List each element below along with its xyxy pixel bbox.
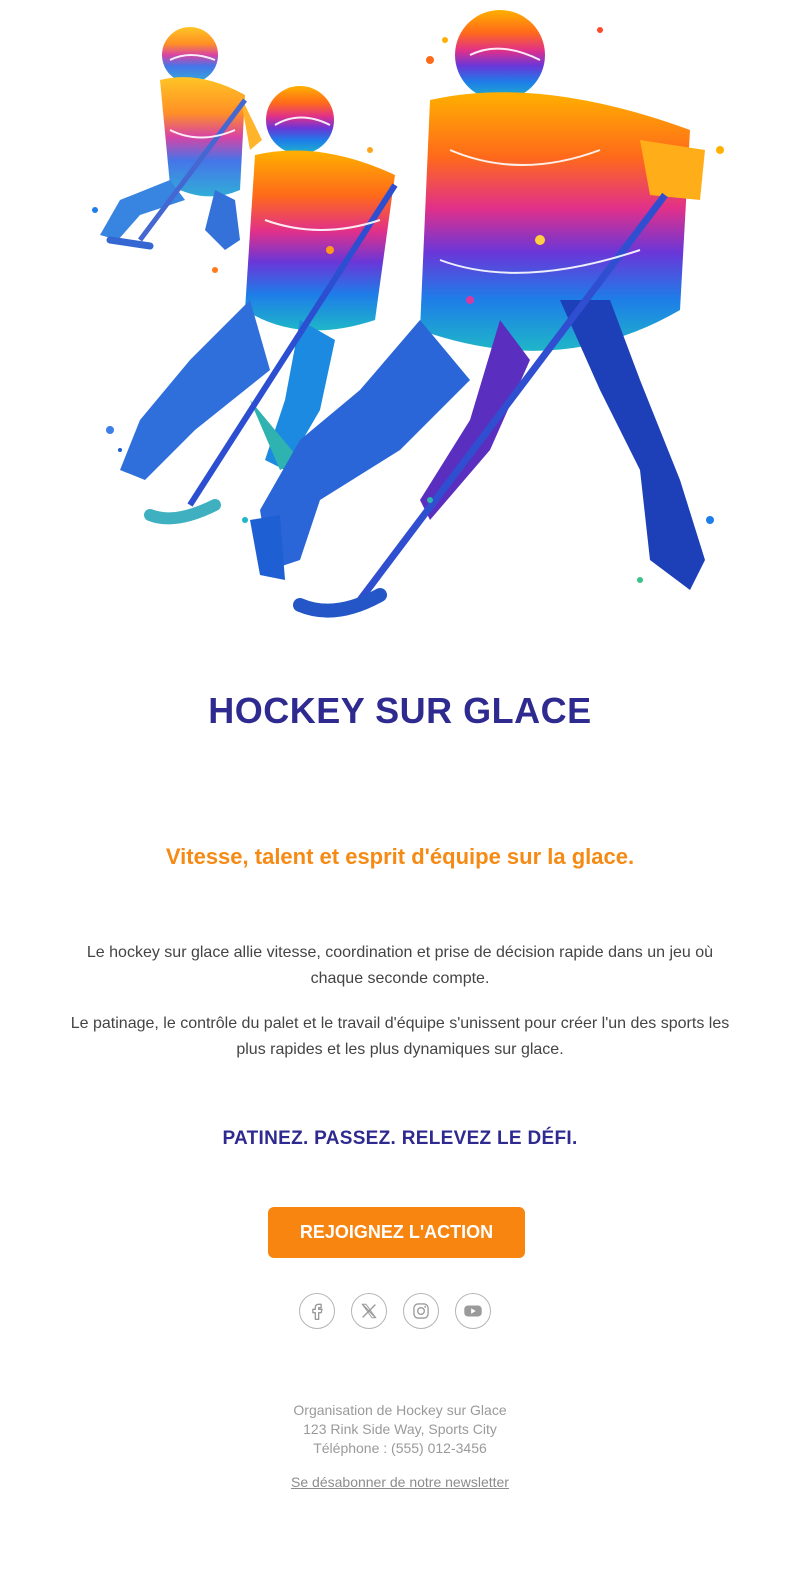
facebook-link[interactable] xyxy=(299,1293,335,1329)
subtitle: Vitesse, talent et esprit d'équipe sur la glace. xyxy=(165,844,635,869)
tagline: PATINEZ. PASSEZ. RELEVEZ LE DÉFI. xyxy=(222,1128,578,1149)
unsubscribe-link[interactable]: Se désabonner de notre newsletter xyxy=(291,1474,509,1490)
player-back xyxy=(100,27,262,250)
instagram-icon xyxy=(411,1301,431,1321)
footer-phone: Téléphone : (555) 012-3456 xyxy=(313,1440,487,1456)
facebook-icon xyxy=(307,1301,327,1321)
youtube-icon xyxy=(462,1300,484,1322)
footer-org: Organisation de Hockey sur Glace xyxy=(293,1402,507,1418)
page-title: HOCKEY SUR GLACE xyxy=(208,690,592,731)
instagram-link[interactable] xyxy=(403,1293,439,1329)
x-link[interactable] xyxy=(351,1293,387,1329)
body-paragraph: Le hockey sur glace allie vitesse, coordination et prise de décision rapide dans un jeu où chaque seconde compte. xyxy=(86,944,714,987)
hero-illustration xyxy=(0,0,800,640)
youtube-link[interactable] xyxy=(455,1293,491,1329)
x-icon xyxy=(360,1302,378,1320)
body-paragraph: Le patinage, le contrôle du palet et le travail d'équipe s'unissent pour créer l'un des sports les plus rapides et les plus dynamiques sur glace. xyxy=(70,1015,730,1058)
footer-address: 123 Rink Side Way, Sports City xyxy=(303,1421,497,1437)
join-action-button[interactable]: REJOIGNEZ L'ACTION xyxy=(268,1207,525,1258)
